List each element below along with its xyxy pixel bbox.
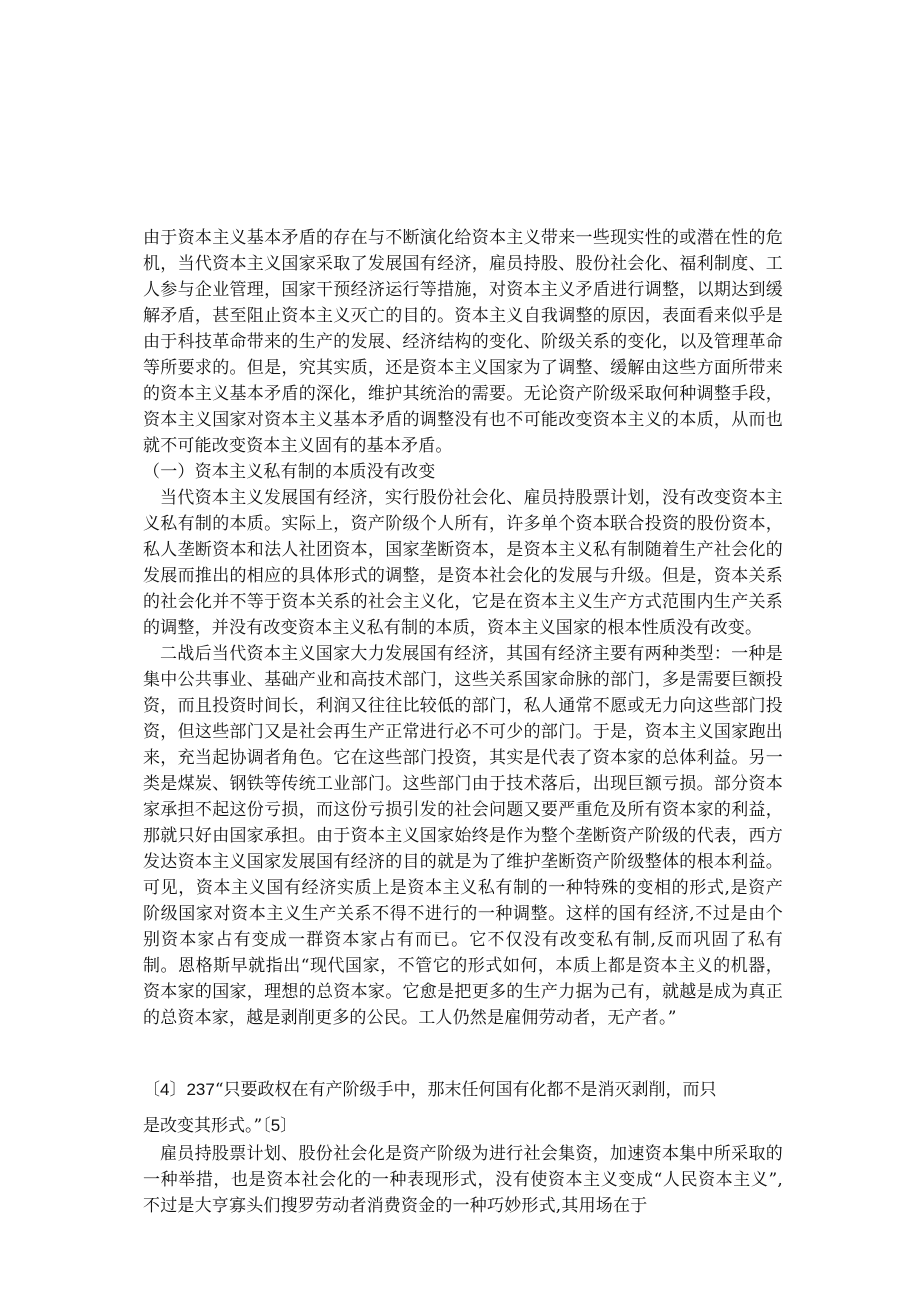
citation-quote-part1: “只要政权在有产阶级手中，那末任何国有化都不是消灭剥削，而只 — [214, 1080, 717, 1100]
body-text-bottom — [143, 1141, 783, 1219]
citation-reference-5: 〔5〕 — [262, 1116, 298, 1135]
citation-quote-part2: 是改变其形式。” — [143, 1116, 263, 1136]
paragraph-private-ownership: 当代资本主义发展国有经济，实行股份社会化、雇员持股票计划，没有改变资本主义私有制的本质。实际上，资产阶级个人所有，许多单个资本联合投资的股份资本，私人垄断资本和法人社团资本，国家垄断资本，是资本主义私有制随着生产社会化的发展而推出的相应的具体形式的调整，是资本社会化的发展与升级。但是，资本关系的社会化并不等于资本关系的社会主义化，它是在资本主义生产方式范围内生产关系的调整，并没有改变资本主义私有制的本质，资本主义国家的根本性质没有改变。 — [143, 488, 783, 638]
paragraph-intro: 由于资本主义基本矛盾的存在与不断演化给资本主义带来一些现实性的或潜在性的危机，当代资本主义国家采取了发展国有经济，雇员持股、股份社会化、福利制度、工人参与企业管理，国家干预经济运行等措施，对资本主义矛盾进行调整，以期达到缓解矛盾，甚至阻止资本主义灭亡的目的。资本主义自我调整的原因，表面看来似乎是由于科技革命带来的生产的发展、经济结构的变化、阶级关系的变化，以及管理革命等所要求的。但是，究其实质，还是资本主义国家为了调整、缓解由这些方面所带来的资本主义基本矛盾的深化，维护其统治的需要。无论资产阶级采取何种调整手段，资本主义国家对资本主义基本矛盾的调整没有也不可能改变资本主义的本质，从而也就不可能改变资本主义固有的基本矛盾。 — [143, 228, 783, 456]
citation-line-2 — [143, 1113, 783, 1139]
body-text-top — [143, 225, 783, 1031]
paragraph-employee-stock: 雇员持股票计划、股份社会化是资产阶级为进行社会集资，加速资本集中所采取的一种举措，也是资本社会化的一种表现形式，没有使资本主义变成“人民资本主义”,不过是大亨寡头们搜罗劳动者消费资金的一种巧妙形式,其用场在于 — [143, 1144, 783, 1216]
section-heading: （一）资本主义私有制的本质没有改变 — [143, 462, 436, 482]
citation-line-1 — [143, 1077, 783, 1103]
paragraph-state-economy: 二战后当代资本主义国家大力发展国有经济，其国有经济主要有两种类型：一种是集中公共事业、基础产业和高技术部门，这些关系国家命脉的部门，多是需要巨额投资，而且投资时间长，利润又往往比较低的部门，私人通常不愿或无力向这些部门投资，但这些部门又是社会再生产正常进行必不可少的部门。于是，资本主义国家跑出来，充当起协调者角色。它在这些部门投资，其实是代表了资本家的总体利益。另一类是煤炭、钢铁等传统工业部门。这些部门由于技术落后，出现巨额亏损。部分资本家承担不起这份亏损，而这份亏损引发的社会问题又要严重危及所有资本家的利益，那就只好由国家承担。由于资本主义国家始终是作为整个垄断资产阶级的代表，西方发达资本主义国家发展国有经济的目的就是为了维护垄断资产阶级整体的根本利益。可见，资本主义国有经济实质上是资本主义私有制的一种特殊的变相的形式,是资产阶级国家对资本主义生产关系不得不进行的一种调整。这样的国有经济,不过是由个别资本家占有变成一群资本家占有而已。它不仅没有改变私有制,反而巩固了私有制。恩格斯早就指出“现代国家，不管它的形式如何，本质上都是资本主义的机器，资本家的国家，理想的总资本家。它愈是把更多的生产力据为己有，就越是成为真正的总资本家，越是剥削更多的公民。工人仍然是雇佣劳动者，无产者。” — [143, 644, 783, 1028]
citation-reference-4: 〔4〕237 — [143, 1080, 215, 1099]
